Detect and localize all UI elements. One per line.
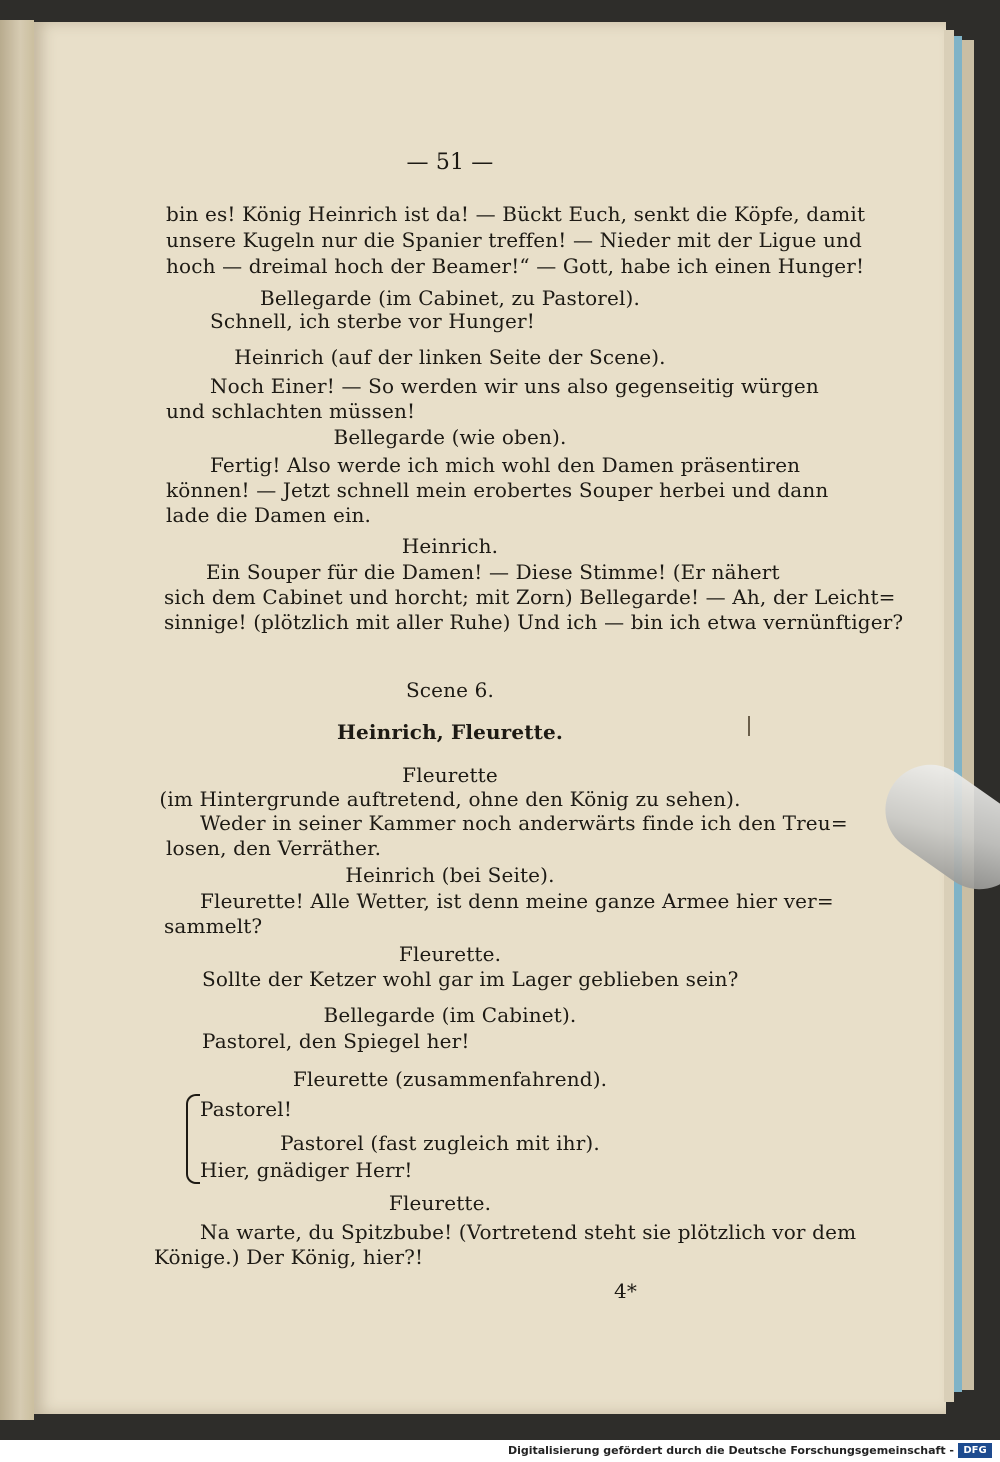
signature-mark: 4*: [614, 1279, 638, 1303]
speaker-heading: Fleurette.: [398, 942, 502, 966]
text-line: bin es! König Heinrich ist da! — Bückt Euch, senkt die Köpfe, damit: [166, 202, 866, 226]
speaker-heading: Fleurette (zusammenfahrend).: [292, 1067, 608, 1091]
text-line: Fertig! Also werde ich mich wohl den Damen präsentiren: [210, 453, 801, 477]
speaker-heading: Bellegarde (im Cabinet, zu Pastorel).: [260, 286, 640, 310]
speaker-heading: Pastorel (fast zugleich mit ihr).: [280, 1131, 600, 1155]
speaker-heading: Heinrich (bei Seite).: [345, 863, 555, 887]
speaker-heading: Bellegarde (wie oben).: [333, 425, 567, 449]
text-line: können! — Jetzt schnell mein erobertes Souper herbei und dann: [166, 478, 829, 502]
speaker-heading: Heinrich.: [401, 534, 499, 558]
scene-characters: Heinrich, Fleurette.: [336, 720, 564, 744]
speaker-heading: Heinrich (auf der linken Seite der Scene).: [234, 345, 666, 369]
text-line: Na warte, du Spitzbube! (Vortretend steht sie plötzlich vor dem: [200, 1220, 857, 1244]
text-line: Pastorel!: [200, 1097, 293, 1121]
text-line: Könige.) Der König, hier?!: [154, 1245, 424, 1269]
text-line: Schnell, ich sterbe vor Hunger!: [210, 309, 535, 333]
text-line: Noch Einer! — So werden wir uns also gegenseitig würgen: [210, 374, 819, 398]
text-line: sammelt?: [164, 914, 263, 938]
speaker-heading: Fleurette: [402, 763, 498, 787]
text-line: lade die Damen ein.: [166, 503, 372, 527]
page-number: — 51 —: [406, 150, 494, 175]
text-line: Pastorel, den Spiegel her!: [202, 1029, 470, 1053]
dfg-logo: DFG: [958, 1443, 992, 1458]
text-line: Ein Souper für die Damen! — Diese Stimme! (Er nähert: [206, 560, 780, 584]
text-line: hoch — dreimal hoch der Beamer!“ — Gott, habe ich einen Hunger!: [166, 254, 865, 278]
text-line: Sollte der Ketzer wohl gar im Lager geblieben sein?: [202, 967, 739, 991]
footer-credit: Digitalisierung gefördert durch die Deutsche Forschungsgemeinschaft -: [507, 1444, 954, 1457]
text-line: Hier, gnädiger Herr!: [200, 1158, 413, 1182]
speaker-heading: Bellegarde (im Cabinet).: [323, 1003, 577, 1027]
text-line: Weder in seiner Kammer noch anderwärts finde ich den Treu=: [200, 811, 848, 835]
text-line: und schlachten müssen!: [166, 399, 416, 423]
text-line: sich dem Cabinet und horcht; mit Zorn) Bellegarde! — Ah, der Leicht=: [164, 585, 896, 609]
scene-heading: Scene 6.: [405, 678, 495, 702]
text-line: unsere Kugeln nur die Spanier treffen! — Nieder mit der Ligue und: [166, 228, 862, 252]
text-line: losen, den Verräther.: [166, 836, 382, 860]
speaker-heading: Fleurette.: [388, 1191, 492, 1215]
stage-direction: (im Hintergrunde auftretend, ohne den König zu sehen).: [159, 787, 741, 811]
text-line: sinnige! (plötzlich mit aller Ruhe) Und ich — bin ich etwa vernünftiger?: [164, 610, 904, 634]
text-line: Fleurette! Alle Wetter, ist denn meine ganze Armee hier ver=: [200, 889, 834, 913]
digitization-footer: [0, 1440, 1000, 1462]
